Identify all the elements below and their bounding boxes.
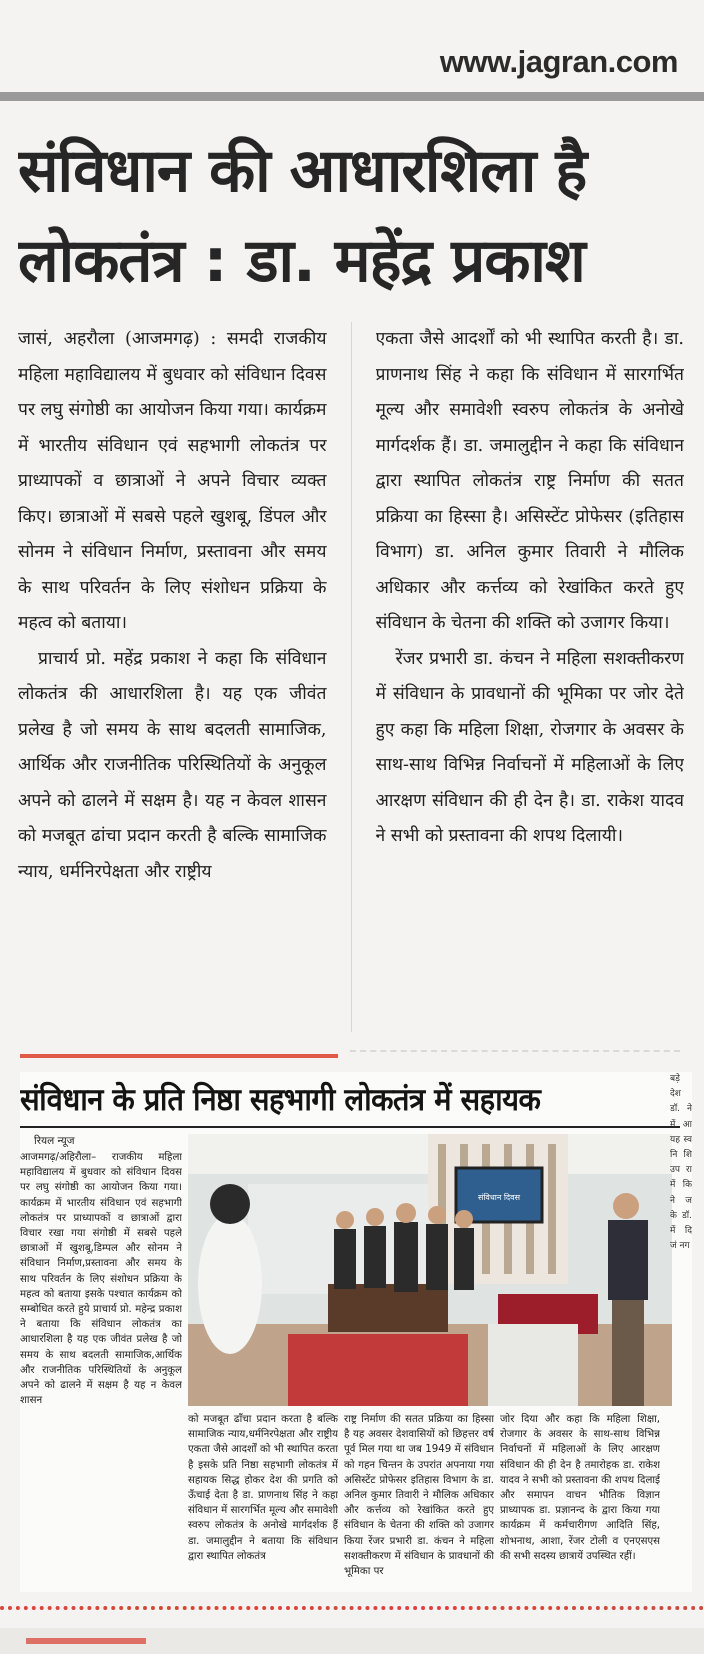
headline-line-1: संविधान की आधारशिला है <box>18 136 587 206</box>
main-headline <box>18 126 688 306</box>
red-separator <box>20 1054 338 1058</box>
main-article-body <box>18 322 684 1032</box>
article-column-1 <box>18 322 327 1032</box>
event-photo-illustration <box>188 1134 672 1406</box>
clipping-column-5-cutoff: बड़े देश डॉ. ने में आ यह स्व नि शि उप रा में कि ने ज के डॉ. में दि जं नग <box>670 1074 692 1252</box>
clipping-column-3: राष्ट्र निर्माण की सतत प्रक्रिया का हिस्सा है यह अवसर देशवासियों को छिहत्तर वर्ष पूर्व मिल गया था जब 1949 में संविधान को गहन चिन्तन के उपरांत अपनाया गया असिस्टेंट प्रोफेसर इतिहास विभाग के डा. अनिल कुमार तिवारी ने मौलिक अधिकार और कर्त्तव्य को रेखांकित करते हुए संविधान के चेतना की शक्ति को उजागर किया रेंजर प्रभारी डा. कंचन ने महिला सशक्तीकरण में संविधान के प्रावधानों की भूमिका पर <box>344 1414 494 1578</box>
faded-text-remnant <box>350 1050 680 1060</box>
clipping-column-2: को मजबूत ढाँचा प्रदान करता है बल्कि सामाजिक न्याय,धर्मनिरपेक्षता और राष्ट्रीय एकता जैसे आदर्शों को भी स्थापित करता है इसके प्रति निष्ठा सहभागी लोकतंत्र में सहायक सिद्ध होकर देश की प्रगति को ऊँचाई देता है डा. प्राणनाथ सिंह ने कहा संविधान में सारगर्भित मूल्य और समावेशी स्वरुप लोकतंत्र के अनोखे मार्गदर्शक हैं डा. जमालुद्दीन ने बताया कि संविधान द्वारा स्थापित लोकतंत्र <box>188 1414 338 1562</box>
article-paragraph: एकता जैसे आदर्शों को भी स्थापित करती है। डा. प्राणनाथ सिंह ने कहा कि संविधान में सारगर्भित मूल्य और समावेशी स्वरुप लोकतंत्र के अनोखे मार्गदर्शक हैं। डा. जमालुद्दीन ने कहा कि संविधान द्वारा स्थापित लोकतंत्र राष्ट्र निर्माण की सतत प्रक्रिया का हिस्सा है। असिस्टेंट प्रोफेसर (इतिहास विभाग) डा. अनिल कुमार तिवारी ने मौलिक अधिकार और कर्त्तव्य को रेखांकित करते हुए संविधान के चेतना की शक्ति को उजागर किया। <box>375 329 684 633</box>
bottom-band <box>0 1628 704 1654</box>
headline-line-2: लोकतंत्र : डा. महेंद्र प्रकाश <box>18 226 585 296</box>
clipping-headline: संविधान के प्रति निष्ठा सहभागी लोकतंत्र में सहायक <box>20 1082 541 1118</box>
second-clipping <box>20 1072 692 1592</box>
top-rule <box>0 92 704 101</box>
clipping-column-4: जोर दिया और कहा कि महिला शिक्षा, रोजगार के अवसर के साथ-साथ विभिन्न निर्वाचनों में महिलाओं के लिए आरक्षण संविधान की ही देन है तमारोहक डा. राकेश यादव ने सभी को प्रस्तावना की शपथ दिलाई और समापन वाचन भौतिक विज्ञान प्राध्यापक डा. प्रज्ञानन्द के द्वारा किया गया कार्यक्रम में कर्मचारीगण आदिति सिंह, शोभनाथ, आशा, रेंजर टोली व एनएसएस की सभी सदस्य छात्रायें उपस्थित रहीं। <box>500 1414 660 1562</box>
column-divider <box>351 322 352 1032</box>
article-paragraph: प्राचार्य प्रो. महेंद्र प्रकाश ने कहा कि संविधान लोकतंत्र की आधारशिला है। यह एक जीवंत प्रलेख है जो समय के साथ बदलती सामाजिक, आर्थिक और राजनीतिक परिस्थितियों के अनुकूल अपने को ढालने में सक्षम है। यह न केवल शासन को मजबूत ढांचा प्रदान करती है बल्कि सामाजिक न्याय, धर्मनिरपेक्षता और राष्ट्रीय <box>18 648 327 882</box>
clipping-column-1: आजमगढ़/अहिरौला– राजकीय महिला महाविद्यालय में बुधवार को संविधान दिवस पर लघु संगोष्ठी का आयोजन किया गया। कार्यक्रम में भारतीय संविधान एवं सहभागी लोकतंत्र पर प्राध्यापकों व छात्राओं द्वारा विचार रखा गया संगोष्ठी में सबसे पहले छात्राओं में खुशबू,डिम्पल और सोनम ने संविधान निर्माण,प्रस्तावना और समय के साथ परिवर्तन के लिए संशोधन प्रक्रिया के महत्व को बताया इसके पश्चात कार्यक्रम को सम्बोधित करते हुये प्राचार्य प्रो. महेन्द्र प्रकाश ने बताया कि संविधान लोकतंत्र का आधारशिला है यह एक जीवंत प्रलेख है जो समय के साथ बदलती सामाजिक,आर्थिक और राजनीतिक परिस्थितियों के अनुकूल अपने को ढालने में सक्षम है यह न केवल शासन <box>20 1152 182 1407</box>
clipping-byline: रियल न्यूज <box>34 1135 75 1147</box>
site-url[interactable]: www.jagran.com <box>439 44 678 79</box>
article-paragraph: रेंजर प्रभारी डा. कंचन ने महिला सशक्तीकरण में संविधान के प्रावधानों की भूमिका पर जोर देते हुए कहा कि महिला शिक्षा, रोजगार के अवसर के साथ-साथ विभिन्न निर्वाचनों में महिलाओं के लिए आरक्षण संविधान की ही देन है। डा. राकेश यादव ने सभी को प्रस्तावना की शपथ दिलायी। <box>375 648 684 846</box>
event-photo <box>188 1134 672 1406</box>
screen-text: संविधान दिवस <box>477 1193 521 1202</box>
dotted-border <box>0 1606 704 1610</box>
clipping-rule <box>20 1126 680 1128</box>
article-paragraph: जासं, अहरौला (आजमगढ़) : समदी राजकीय महिला महाविद्यालय में बुधवार को संविधान दिवस पर लघु संगोष्ठी का आयोजन किया गया। कार्यक्रम में भारतीय संविधान एवं सहभागी लोकतंत्र पर प्राध्यापकों व छात्राओं ने अपने विचार व्यक्त किए। छात्राओं में सबसे पहले खुशबू, डिंपल और सोनम ने संविधान निर्माण, प्रस्तावना और समय के साथ परिवर्तन के लिए संशोधन प्रक्रिया के महत्व को बताया। <box>18 329 327 633</box>
article-column-2 <box>376 322 685 1032</box>
